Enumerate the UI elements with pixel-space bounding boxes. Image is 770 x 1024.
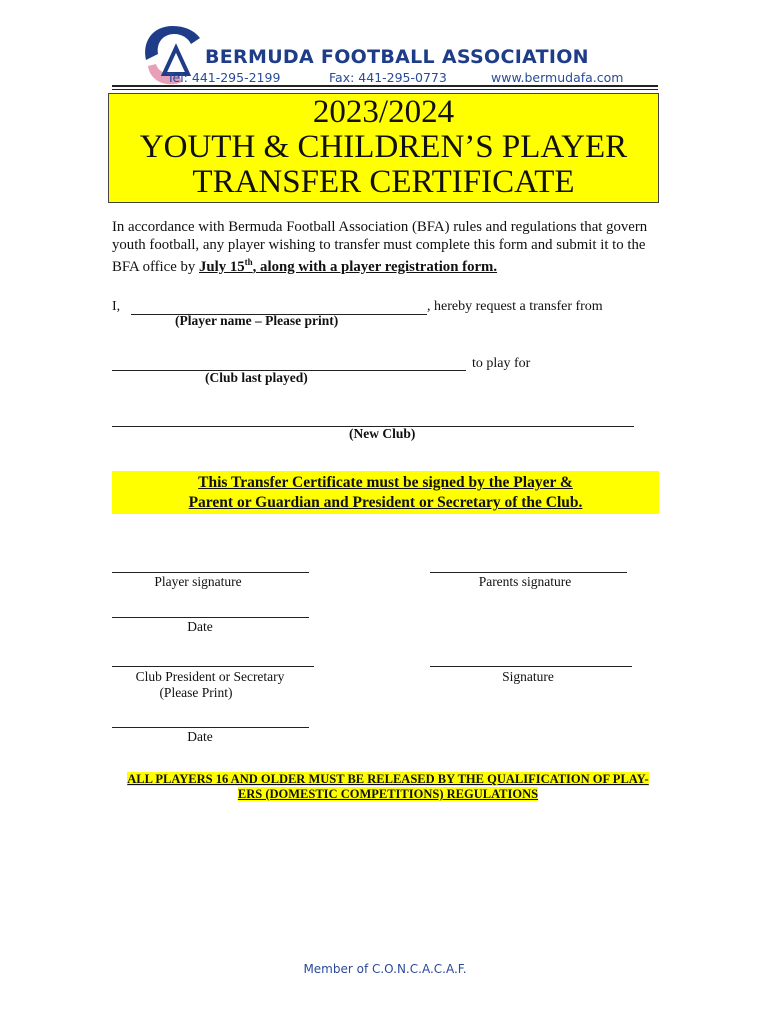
deadline-text: July 15th, along with a player registration form. [199, 257, 498, 275]
to-play-for-text: to play for [472, 356, 531, 371]
club-officer-name-field[interactable] [112, 666, 314, 667]
club-officer-signature-field[interactable] [430, 666, 632, 667]
player-name-caption: (Player name – Please print) [175, 313, 339, 328]
header-rule-thin [112, 89, 658, 90]
player-signature-label: Player signature [154, 574, 242, 589]
i-prefix: I, [112, 299, 121, 314]
date-field-1[interactable] [112, 617, 309, 618]
date-label-1: Date [187, 619, 213, 634]
telephone-number: Tel: 441-295-2199 [167, 70, 281, 85]
fax-number: Fax: 441-295-0773 [329, 70, 447, 85]
footer-membership: Member of C.O.N.C.A.C.A.F. [303, 962, 467, 976]
warning-line-2: ERS (DOMESTIC COMPETITIONS) REGULATIONS [237, 787, 539, 801]
season-title: 2023/2024 [312, 94, 455, 130]
organization-name: BERMUDA FOOTBALL ASSOCIATION [205, 46, 589, 68]
age-release-warning [118, 772, 658, 802]
signature-notice [112, 471, 659, 514]
request-transfer-text: , hereby request a transfer from [427, 299, 603, 314]
intro-paragraph [112, 219, 662, 276]
please-print-label: (Please Print) [159, 685, 233, 700]
certificate-title-line-2: TRANSFER CERTIFICATE [192, 164, 575, 200]
title-banner [108, 93, 659, 203]
new-club-caption: (New Club) [349, 426, 416, 441]
intro-text: In accordance with Bermuda Football Association (BFA) rules and regulations that govern youth football, any player wishing to transfer must complete this form and submit it to the BFA office by [112, 219, 648, 275]
notice-line-2: Parent or Guardian and President or Secretary of the Club. [188, 494, 583, 511]
club-officer-label: Club President or Secretary [135, 669, 285, 684]
parents-signature-label: Parents signature [478, 574, 572, 589]
date-field-2[interactable] [112, 727, 309, 728]
warning-line-1: ALL PLAYERS 16 AND OLDER MUST BE RELEASED BY THE QUALIFICATION OF PLAY- [127, 772, 649, 786]
club-last-played-caption: (Club last played) [205, 370, 308, 385]
signature-label: Signature [502, 669, 554, 684]
header-rule [112, 85, 658, 87]
player-signature-field[interactable] [112, 572, 309, 573]
certificate-title-line-1: YOUTH & CHILDREN’S PLAYER [139, 129, 628, 165]
website-link[interactable]: www.bermudafa.com [491, 70, 624, 85]
notice-line-1: This Transfer Certificate must be signed by the Player & [198, 474, 573, 491]
parents-signature-field[interactable] [430, 572, 627, 573]
date-label-2: Date [187, 729, 213, 744]
